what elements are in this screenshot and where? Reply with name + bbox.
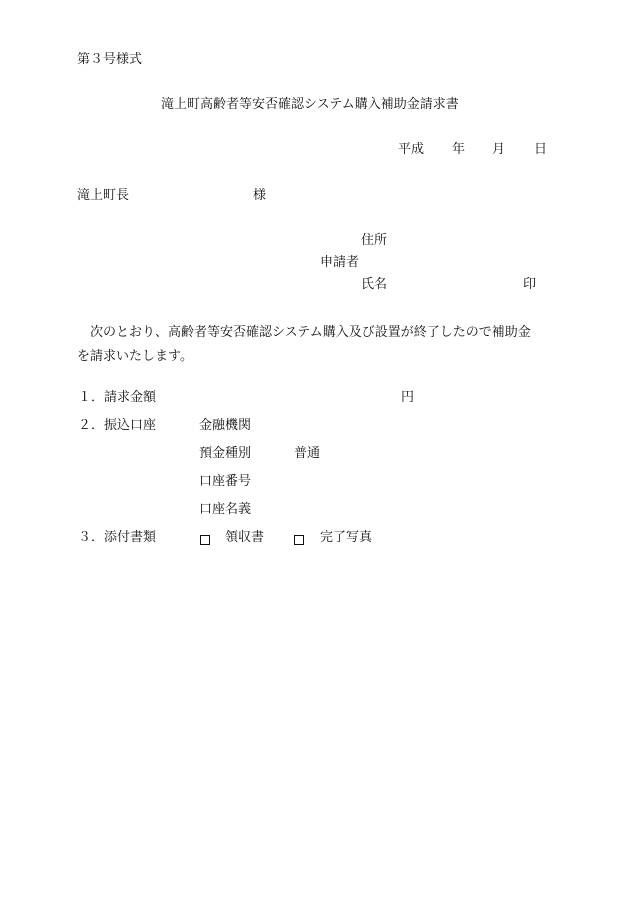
- date-year: 年: [452, 142, 466, 157]
- account-number-label: 口座番号: [199, 474, 252, 489]
- completion-photo-checkbox[interactable]: [294, 533, 304, 549]
- item2-number: ２．: [78, 418, 105, 433]
- form-number: 第３号様式: [77, 52, 143, 67]
- item3-label: 添付書類: [104, 530, 157, 545]
- date-era: 平成: [398, 142, 425, 157]
- bank-label: 金融機関: [199, 418, 252, 433]
- document-title: 滝上町高齢者等安否確認システム購入補助金請求書: [161, 97, 459, 112]
- deposit-type-value: 普通: [294, 446, 321, 461]
- body-line-1: 次のとおり、高齢者等安否確認システム購入及び設置が終了したので補助金: [90, 325, 531, 340]
- item2-label: 振込口座: [104, 418, 157, 433]
- deposit-type-label: 預金種別: [199, 446, 252, 461]
- item1-label: 請求金額: [104, 390, 157, 405]
- item1-number: １．: [78, 390, 105, 405]
- applicant-address-label: 住所: [361, 233, 388, 248]
- item1-unit: 円: [401, 390, 415, 405]
- attachment-receipt-label: 領収書: [225, 530, 265, 545]
- applicant-role-label: 申請者: [320, 255, 360, 270]
- item3-number: ３．: [78, 530, 105, 545]
- date-day: 日: [534, 142, 548, 157]
- account-name-label: 口座名義: [199, 502, 252, 517]
- body-paragraph: [77, 321, 559, 369]
- receipt-checkbox[interactable]: [200, 533, 210, 549]
- applicant-seal-label: 印: [523, 277, 537, 292]
- body-line-2: を請求いたします。: [77, 349, 193, 364]
- date-month: 月: [492, 142, 506, 157]
- addressee-honorific: 様: [253, 188, 267, 203]
- applicant-name-label: 氏名: [361, 277, 388, 292]
- attachment-photo-label: 完了写真: [320, 530, 373, 545]
- addressee-name: 滝上町長: [77, 188, 130, 203]
